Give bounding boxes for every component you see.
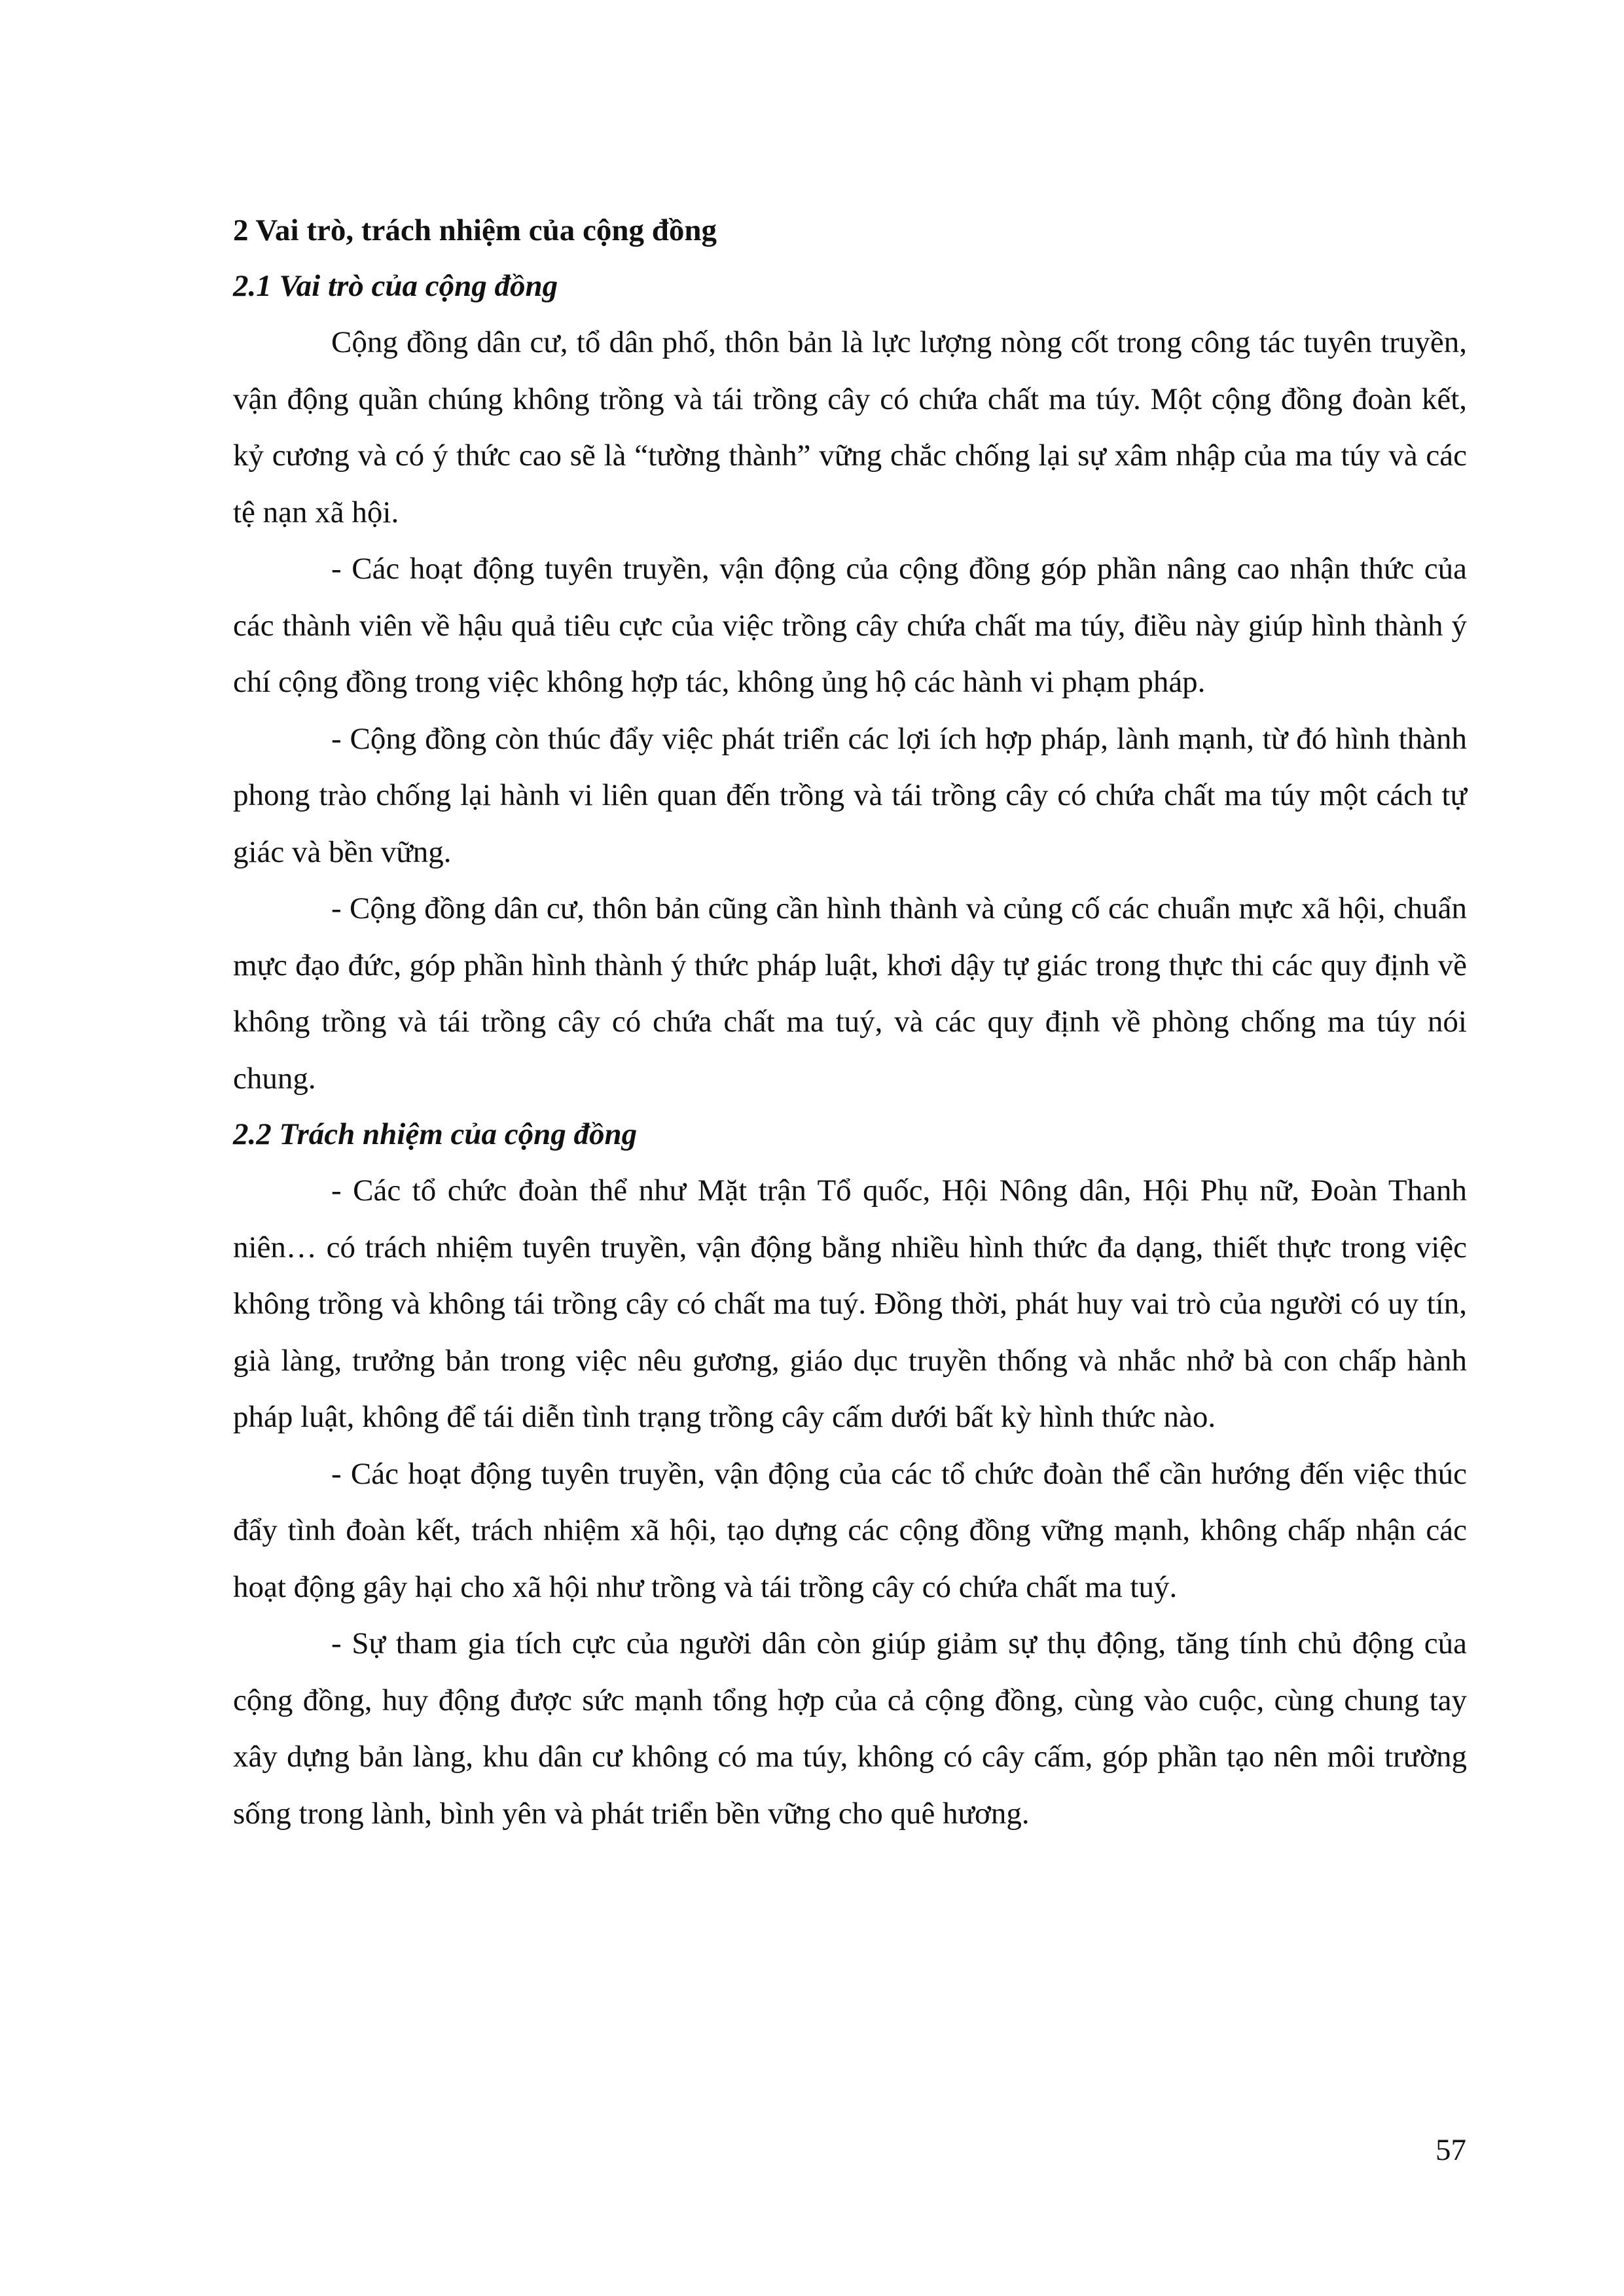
paragraph: - Sự tham gia tích cực của người dân còn giúp giảm sự thụ động, tăng tính chủ động của cộng đồng, huy động được sức mạnh tổng hợp của cả cộng đồng, cùng vào cuộc, cùng chung tay xây dựng bản làng, khu dân cư không có ma túy, không có cây cấm, góp phần tạo nên môi trường sống trong lành, bình yên và phát triển bền vững cho quê hương. <box>233 1626 1467 1831</box>
section-title-responsibility: 2.2 Trách nhiệm của cộng đồng <box>233 1117 638 1151</box>
paragraph: - Các hoạt động tuyên truyền, vận động của các tổ chức đoàn thể cần hướng đến việc thúc đẩy tình đoàn kết, trách nhiệm xã hội, tạo dựng các cộng đồng vững mạnh, không chấp nhận các hoạt động gây hại cho xã hội như trồng và tái trồng cây có chứa chất ma tuý. <box>233 1456 1467 1604</box>
paragraph: Cộng đồng dân cư, tổ dân phố, thôn bản là lực lượng nòng cốt trong công tác tuyên truyền, vận động quần chúng không trồng và tái trồng cây có chứa chất ma túy. Một cộng đồng đoàn kết, kỷ cương và có ý thức cao sẽ là “tường thành” vững chắc chống lại sự xâm nhập của ma túy và các tệ nạn xã hội. <box>233 325 1467 529</box>
paragraph: - Các tổ chức đoàn thể như Mặt trận Tổ quốc, Hội Nông dân, Hội Phụ nữ, Đoàn Thanh niên… có trách nhiệm tuyên truyền, vận động bằng nhiều hình thức đa dạng, thiết thực trong việc không trồng và không tái trồng cây có chất ma tuý. Đồng thời, phát huy vai trò của người có uy tín, già làng, trưởng bản trong việc nêu gương, giáo dục truyền thống và nhắc nhở bà con chấp hành pháp luật, không để tái diễn tình trạng trồng cây cấm dưới bất kỳ hình thức nào. <box>233 1174 1467 1434</box>
page-number: 57 <box>1435 2133 1466 2167</box>
paragraph: - Cộng đồng dân cư, thôn bản cũng cần hình thành và củng cố các chuẩn mực xã hội, chuẩn mực đạo đức, góp phần hình thành ý thức pháp luật, khơi dậy tự giác trong thực thi các quy định về không trồng và tái trồng cây có chứa chất ma tuý, và các quy định về phòng chống ma túy nói chung. <box>233 891 1467 1096</box>
chapter-heading: 2 Vai trò, trách nhiệm của cộng đồng <box>233 213 717 247</box>
section-title-role: 2.1 Vai trò của cộng đồng <box>233 269 558 303</box>
paragraph: - Cộng đồng còn thúc đẩy việc phát triển các lợi ích hợp pháp, lành mạnh, từ đó hình thành phong trào chống lại hành vi liên quan đến trồng và tái trồng cây có chứa chất ma túy một cách tự giác và bền vững. <box>233 721 1467 869</box>
page-content <box>233 203 1467 1842</box>
paragraph: - Các hoạt động tuyên truyền, vận động của cộng đồng góp phần nâng cao nhận thức của các thành viên về hậu quả tiêu cực của việc trồng cây chứa chất ma túy, điều này giúp hình thành ý chí cộng đồng trong việc không hợp tác, không ủng hộ các hành vi phạm pháp. <box>233 552 1467 699</box>
